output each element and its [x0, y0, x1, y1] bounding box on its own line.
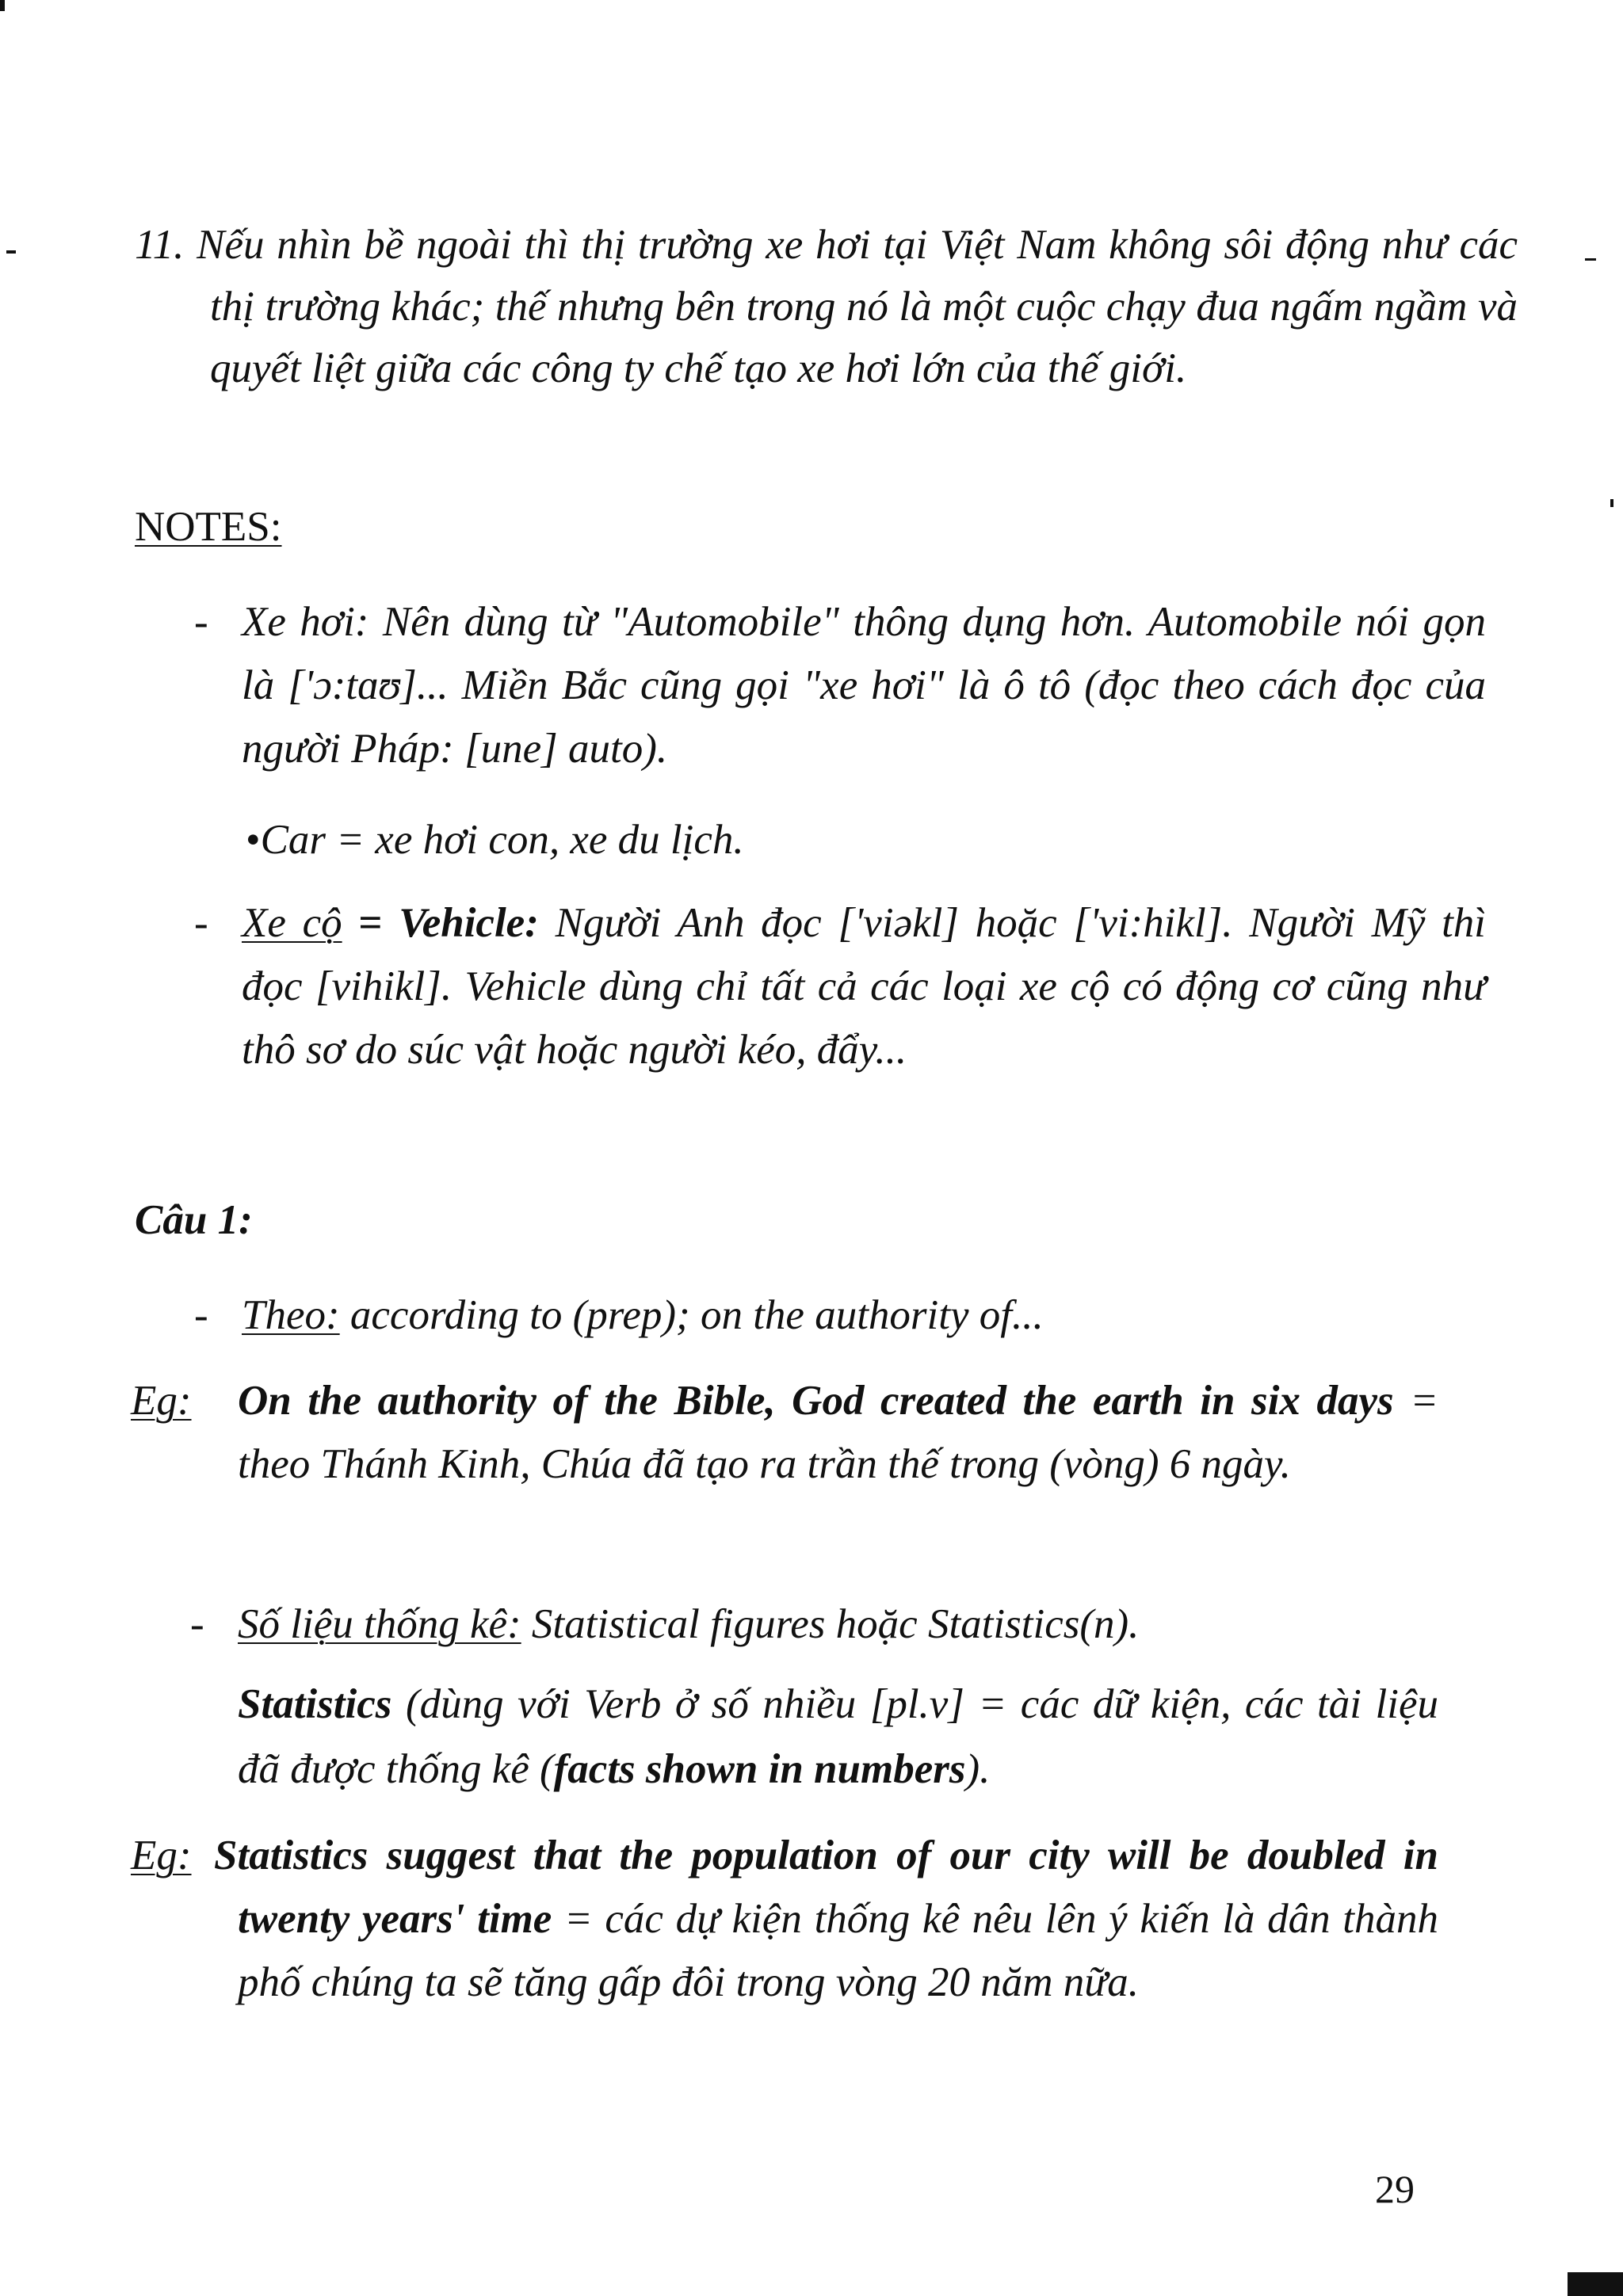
note-term: Theo:	[242, 1292, 340, 1338]
example-bold-text: On the authority of the Bible, God created the earth in six days	[238, 1378, 1394, 1424]
note-xe-co	[194, 891, 1486, 1081]
scan-mark	[1610, 499, 1613, 507]
note-term: Số liệu thống kê:	[238, 1601, 521, 1647]
note-text: Car = xe hơi con, xe du lịch.	[260, 817, 744, 863]
statistics-description	[238, 1672, 1438, 1802]
note-xe-hoi	[194, 590, 1486, 780]
note-text: Nên dùng từ "Automobile" thông dụng hơn. Automobile nói gọn là ['ɔ:tɑʊ]... Miền Bắc cũng gọi "xe hơi" là ô tô (đọc theo cách đọc của người Pháp: [une] auto).	[242, 599, 1487, 772]
exercise-number: 11.	[135, 222, 185, 268]
note-term: Xe hơi:	[242, 599, 369, 645]
example-translation: = theo Thánh Kinh, Chúa đã tạo ra trần thế trong (vòng) 6 ngày.	[238, 1378, 1439, 1487]
scan-mark	[6, 250, 16, 254]
note-text: Người Anh đọc ['viəkl] hoặc ['vi:hikl]. Người Mỹ thì đọc [vihikl]. Vehicle dùng chỉ tất cả các loại xe cộ có động cơ cũng như thô sơ do súc vật hoặc người kéo, đẩy...	[242, 900, 1487, 1073]
cau1-heading: Câu 1:	[135, 1197, 253, 1243]
scan-mark	[0, 0, 5, 11]
statistics-bold-phrase: facts shown in numbers	[553, 1746, 966, 1792]
note-dash: -	[190, 1601, 204, 1647]
exercise-11	[135, 214, 1518, 399]
note-term: Xe cộ	[242, 900, 342, 946]
note-theo	[194, 1283, 1486, 1347]
note-text: Statistical figures hoặc Statistics(n).	[531, 1601, 1140, 1647]
example-text	[238, 1369, 1438, 1496]
note-equals: =	[358, 900, 383, 946]
note-car	[246, 808, 1355, 871]
example-1	[131, 1369, 1438, 1496]
scan-mark	[1585, 258, 1596, 261]
example-bold-text: Statistics suggest that the population of our city will be doubled in twenty years' time	[214, 1833, 1438, 1942]
scan-mark	[1568, 2272, 1623, 2296]
statistics-text-after: ).	[965, 1746, 991, 1792]
note-dash: -	[194, 900, 208, 946]
notes-heading: NOTES:	[135, 504, 282, 550]
page-number: 29	[1375, 2167, 1415, 2211]
note-so-lieu-thong-ke	[190, 1592, 1486, 1656]
example-text	[131, 1824, 1438, 2014]
exercise-text: Nếu nhìn bề ngoài thì thị trường xe hơi tại Việt Nam không sôi động như các thị trường khác; thế nhưng bên trong nó là một cuộc chạy đua ngấm ngầm và quyết liệt giữa các công ty chế tạo xe hơi lớn của thế giới.	[197, 222, 1518, 391]
note-dash: -	[194, 599, 208, 645]
example-translation: = các dự kiện thống kê nêu lên ý kiến là dân thành phố chúng ta sẽ tăng gấp đôi trong vòng 20 năm nữa.	[238, 1896, 1438, 2005]
note-dash: -	[194, 1292, 208, 1338]
statistics-keyword: Statistics	[238, 1681, 392, 1727]
example-2	[131, 1824, 1438, 2014]
statistics-text-before: (dùng với Verb ở số nhiều [pl.v] = các dữ kiện, các tài liệu đã được thống kê (	[238, 1681, 1438, 1792]
note-keyword: Vehicle:	[399, 900, 539, 946]
example-label: Eg:	[131, 1378, 192, 1424]
note-text: according to (prep); on the authority of...	[349, 1292, 1044, 1338]
example-label: Eg:	[131, 1833, 192, 1878]
bullet-icon: •	[246, 817, 261, 863]
